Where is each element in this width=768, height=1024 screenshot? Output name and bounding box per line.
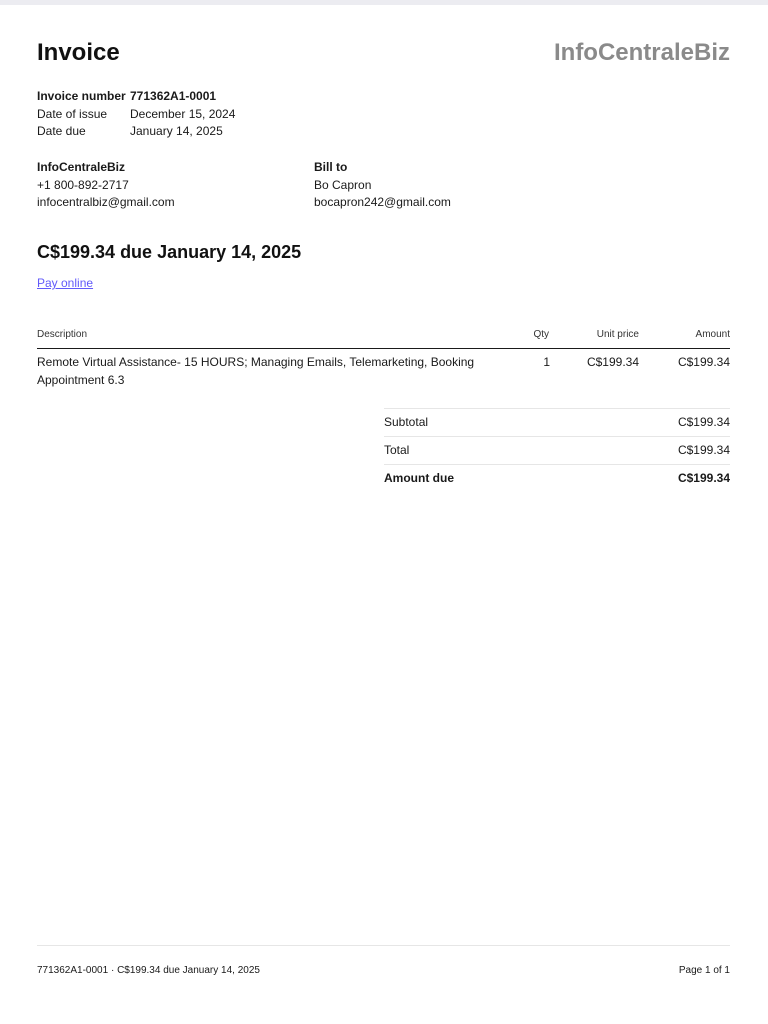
subtotal-label: Subtotal [384,415,429,429]
subtotal-value: C$199.34 [677,415,730,429]
line-items-header [37,326,730,349]
date-due-row [37,123,235,141]
amount-due-label: Amount due [384,471,454,485]
item-description: Remote Virtual Assistance- 15 HOURS; Managing Emails, Telemarketing, Booking Appointment 6.3 [37,355,475,387]
invoice-meta [37,88,235,141]
invoice-number-value: 771362A1-0001 [130,89,217,103]
totals-block [384,408,730,492]
amount-due-row [384,464,730,492]
date-of-issue-row [37,106,235,124]
seller-name: InfoCentraleBiz [37,160,126,174]
page-number: Page 1 of 1 [678,965,730,976]
item-unit-price: C$199.34 [586,355,639,369]
brand-name: InfoCentraleBiz [553,39,730,66]
line-items-table [37,326,730,389]
date-due-value: January 14, 2025 [130,124,223,138]
seller-phone: +1 800-892-2717 [37,177,129,192]
header-qty: Qty [533,329,549,340]
header-unit-price: Unit price [596,329,639,340]
invoice-page [37,0,730,1024]
seller-email: infocentralbiz@gmail.com [37,195,175,209]
date-of-issue-label: Date of issue [37,106,108,121]
item-amount: C$199.34 [677,355,730,369]
invoice-number-label: Invoice number [37,89,126,103]
total-value: C$199.34 [677,443,730,457]
footer-summary: 771362A1-0001 · C$199.34 due January 14, 2025 [37,965,260,976]
total-row [384,436,730,464]
total-label: Total [384,443,410,457]
subtotal-row [384,408,730,436]
amount-due-value: C$199.34 [677,471,730,485]
invoice-number-row [37,88,235,106]
pay-online-link[interactable]: Pay online [37,276,94,290]
bill-to-heading: Bill to [314,160,348,174]
bill-to-block [314,159,451,212]
page-footer [37,945,730,976]
item-qty: 1 [543,355,550,369]
header-description: Description [37,329,88,340]
seller-block [37,159,175,212]
table-row [37,349,730,389]
date-of-issue-value: December 15, 2024 [130,106,236,121]
date-due-label: Date due [37,124,86,138]
customer-name: Bo Capron [314,177,372,192]
customer-email: bocapron242@gmail.com [314,195,451,209]
amount-due-heading: C$199.34 due January 14, 2025 [37,242,302,262]
header-amount: Amount [695,329,730,340]
invoice-title: Invoice [37,39,120,66]
